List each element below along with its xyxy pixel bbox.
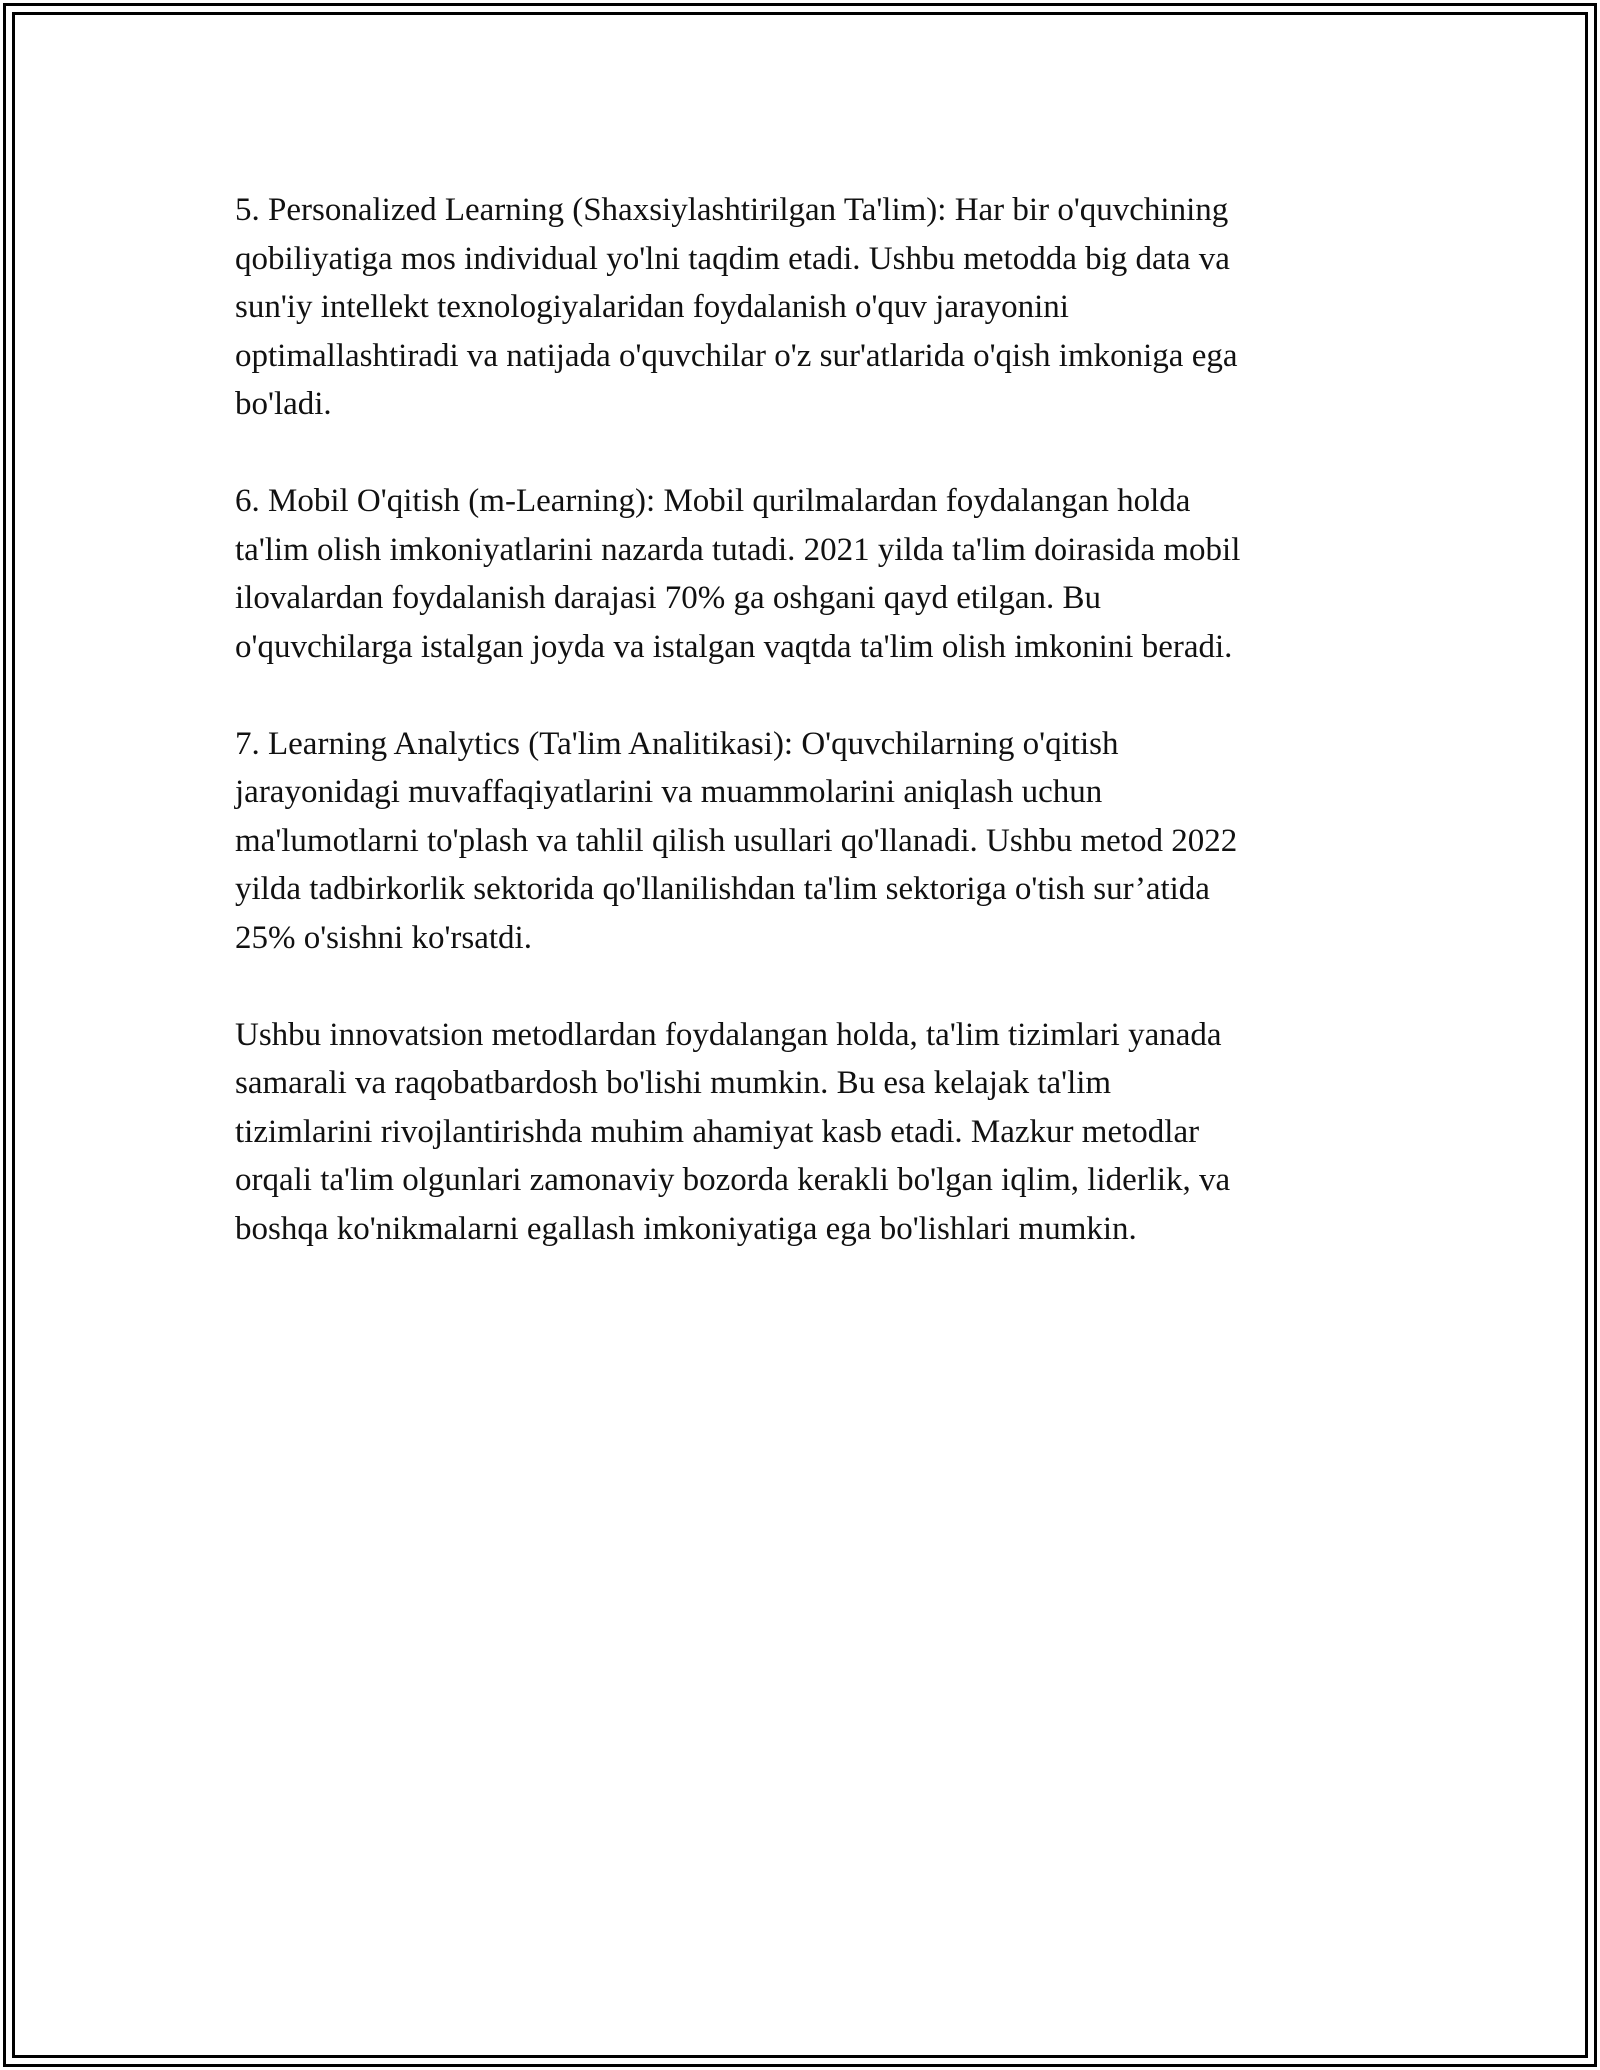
paragraph-conclusion: Ushbu innovatsion metodlardan foydalangan holda, ta'lim tizimlari yanada samarali va raqobatbardosh bo'lishi mumkin. Bu esa kelajak ta'lim tizimlarini rivojlantirishda muhim ahamiyat kasb etadi. Mazkur metodlar orqali ta'lim olgunlari zamonaviy bozorda kerakli bo'lgan iqlim, liderlik, va boshqa ko'nikmalarni egallash imkoniyatiga ega bo'lishlari mumkin. bbox=[235, 1016, 1231, 1247]
paragraph-learning-analytics: 7. Learning Analytics (Ta'lim Analitikasi): O'quvchilarning o'qitish jarayonidagi muvaffaqiyatlarini va muammolarini aniqlash uchun ma'lumotlarni to'plash va tahlil qilish usullari qo'llanadi. Ushbu metod 2022 yilda tadbirkorlik sektorida qo'llanilishdan ta'lim sektoriga o'tish sur’atida 25% o'sishni ko'rsatdi. bbox=[235, 725, 1238, 956]
document-body bbox=[235, 186, 1365, 1302]
paragraph-personalized-learning: 5. Personalized Learning (Shaxsiylashtirilgan Ta'lim): Har bir o'quvchining qobiliyatiga mos individual yo'lni taqdim etadi. Ushbu metodda big data va sun'iy intellekt texnologiyalaridan foydalanish o'quv jarayonini optimallashtiradi va natijada o'quvchilar o'z sur'atlarida o'qish imkoniga ega bo'ladi. bbox=[235, 192, 1238, 422]
paragraph-mobile-learning: 6. Mobil O'qitish (m-Learning): Mobil qurilmalardan foydalangan holda ta'lim olish imkoniyatlarini nazarda tutadi. 2021 yilda ta'lim doirasida mobil ilovalardan foydalanish darajasi 70% ga oshgani qayd etilgan. Bu o'quvchilarga istalgan joyda va istalgan vaqtda ta'lim olish imkonini beradi. bbox=[235, 483, 1241, 665]
